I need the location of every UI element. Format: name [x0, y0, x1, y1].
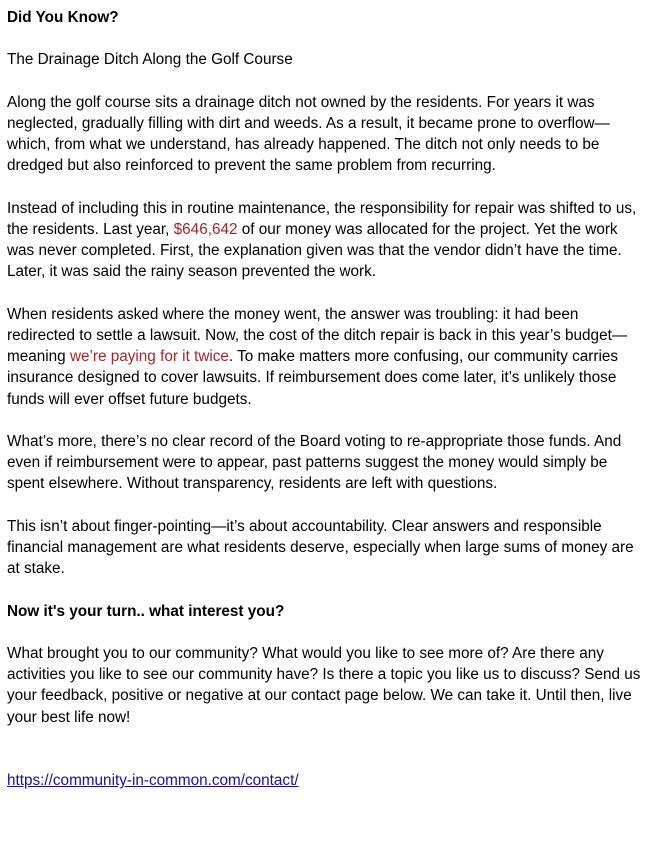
contact-page-link[interactable]: https://community-in-common.com/contact/ — [7, 772, 299, 790]
paying-twice-highlight: we’re paying for it twice — [69, 348, 229, 366]
feedback-heading: Now it's your turn.. what interest you? — [7, 602, 285, 620]
spacer — [7, 410, 647, 431]
paragraph-funding — [7, 198, 647, 283]
spacer — [7, 495, 647, 516]
spacer — [7, 283, 647, 304]
paragraph-lawsuit — [7, 304, 647, 410]
contact-link-line — [7, 770, 647, 791]
lawsuit-text-after: . To make matters more confusing, our community carries insurance designed to cover lawsuits. If reimbursement does come later, it’s unlikely those funds will ever offset future budgets. — [7, 348, 618, 408]
spacer — [7, 177, 647, 198]
allocated-amount: $646,642 — [173, 220, 238, 238]
spacer — [7, 728, 647, 770]
article-subtitle: The Drainage Ditch Along the Golf Course — [7, 51, 293, 69]
spacer — [7, 28, 647, 49]
paragraph-ditch-overview: Along the golf course sits a drainage ditch not owned by the residents. For years it was neglected, gradually filling with dirt and weeds. As a result, it became prone to overflow—which, from what we understand, has already happened. The ditch not only needs to be dredged but also reinforced to prevent the same problem from recurring. — [7, 93, 610, 175]
spacer — [7, 71, 647, 92]
paragraph-accountability: This isn’t about finger-pointing—it’s about accountability. Clear answers and responsible financial management are what residents deserve, especially when large sums of money are at stake. — [7, 517, 634, 578]
paragraph-transparency: What’s more, there’s no clear record of the Board voting to re-appropriate those funds. And even if reimbursement were to appear, past patterns suggest the money would simply be spent elsewhere. Without transparency, residents are left with questions. — [7, 432, 622, 493]
did-you-know-heading: Did You Know? — [7, 9, 119, 26]
funding-text-after: of our money was allocated for the project. Yet the work was never completed. First, the explanation given was that the vendor didn’t have the time. Later, it was said the rainy season prevented the work. — [7, 220, 622, 281]
spacer — [7, 579, 647, 600]
feedback-paragraph: What brought you to our community? What would you like to see more of? Are there any activities you like to see our community have? Is there a topic you like us to discuss? Send us your feedback, positive or negative at our contact page below. We can take it. Until then, live your best life now! — [7, 644, 641, 726]
lawsuit-text-before: When residents asked where the money went, the answer was troubling: it had been redirected to settle a lawsuit. Now, the cost of the ditch repair is back in this year’s budget—meaning — [7, 305, 628, 366]
funding-text-before: Instead of including this in routine maintenance, the responsibility for repair was shifted to us, the residents. Last year, — [7, 199, 637, 238]
spacer — [7, 622, 647, 643]
